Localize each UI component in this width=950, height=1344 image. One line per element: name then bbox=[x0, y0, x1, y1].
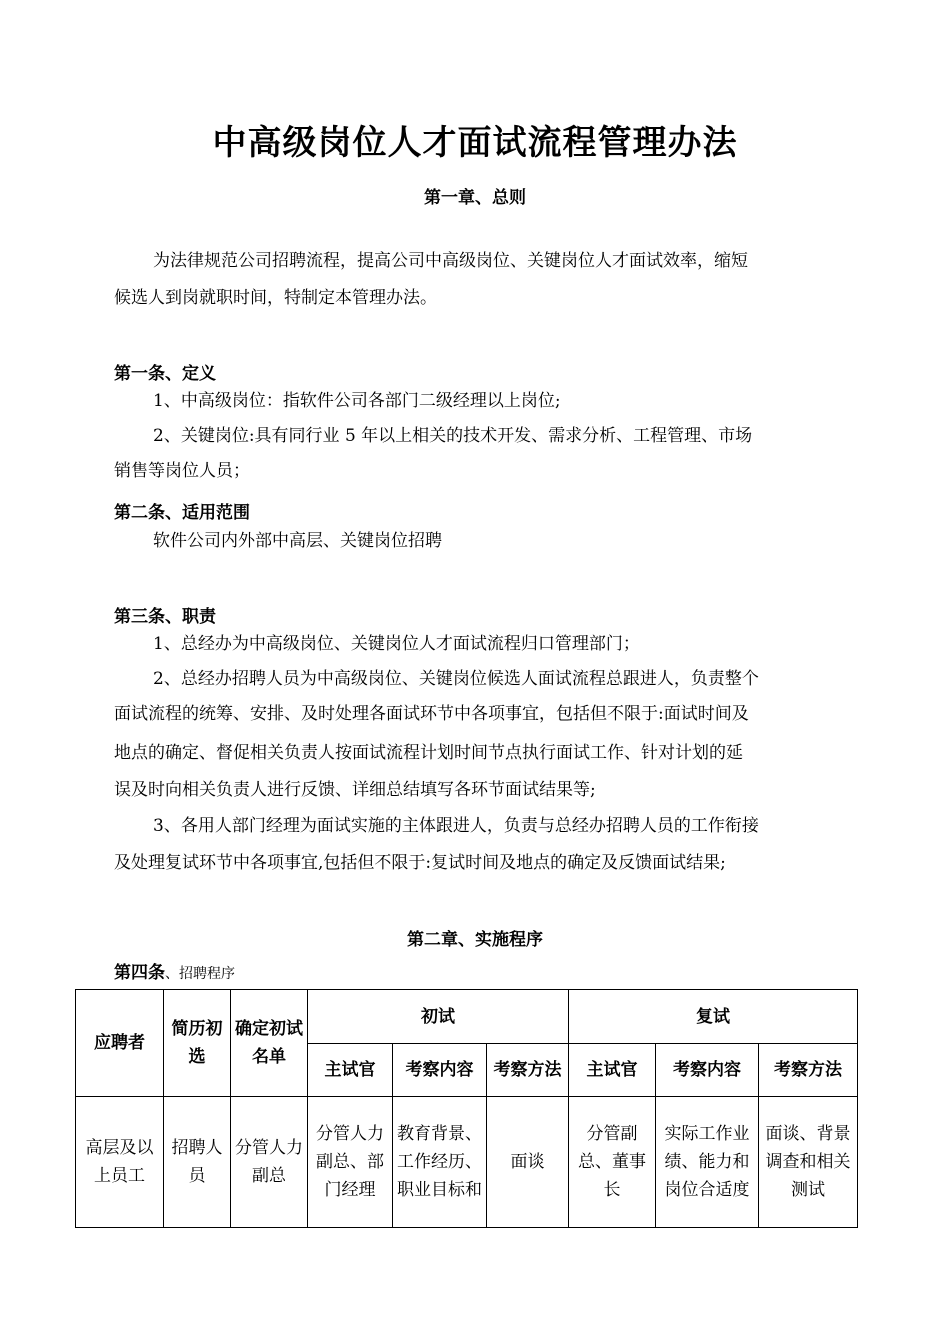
subheader-method: 考察方法 bbox=[759, 1044, 858, 1097]
chapter-heading: 第一章、总则 bbox=[424, 188, 526, 208]
table-cell: 分管人力副总、部门经理 bbox=[308, 1097, 393, 1228]
header-resume-screening: 简历初选 bbox=[164, 990, 231, 1097]
subheader-interviewer: 主试官 bbox=[569, 1044, 656, 1097]
subheader-interviewer: 主试官 bbox=[308, 1044, 393, 1097]
article-line: 1、总经办为中高级岗位、关键岗位人才面试流程归口管理部门； bbox=[153, 634, 640, 654]
chapter-heading: 第二章、实施程序 bbox=[407, 930, 543, 950]
article-line: 软件公司内外部中高层、关键岗位招聘 bbox=[153, 531, 442, 551]
header-first-interview-list: 确定初试名单 bbox=[231, 990, 308, 1097]
intro-line: 为法律规范公司招聘流程，提高公司中高级岗位、关键岗位人才面试效率，缩短 bbox=[153, 251, 748, 271]
header-applicant: 应聘者 bbox=[76, 990, 164, 1097]
table-cell: 教育背景、工作经历、职业目标和 bbox=[393, 1097, 487, 1228]
article-line: 3、各用人部门经理为面试实施的主体跟进人，负责与总经办招聘人员的工作衔接 bbox=[153, 816, 759, 836]
article-line: 误及时向相关负责人进行反馈、详细总结填写各环节面试结果等; bbox=[114, 780, 596, 800]
header-second-interview: 复试 bbox=[569, 990, 858, 1044]
article-line: 及处理复试环节中各项事宜,包括但不限于:复试时间及地点的确定及反馈面试结果; bbox=[114, 853, 726, 873]
subheader-method: 考察方法 bbox=[487, 1044, 569, 1097]
table-cell: 分管人力副总 bbox=[231, 1097, 308, 1228]
article-heading: 第一条、定义 bbox=[114, 364, 216, 384]
table-cell: 面谈、背景调查和相关测试 bbox=[759, 1097, 858, 1228]
table-cell: 高层及以上员工 bbox=[76, 1097, 164, 1228]
article4-heading: 第四条 bbox=[114, 963, 165, 983]
subheader-content: 考察内容 bbox=[393, 1044, 487, 1097]
article-line: 销售等岗位人员； bbox=[114, 461, 250, 481]
article-heading: 第二条、适用范围 bbox=[114, 503, 250, 523]
article-line: 1、中高级岗位：指软件公司各部门二级经理以上岗位; bbox=[153, 391, 561, 411]
article-heading: 第三条、职责 bbox=[114, 607, 216, 627]
article-line: 2、关键岗位:具有同行业 5 年以上相关的技术开发、需求分析、工程管理、市场 bbox=[153, 426, 753, 446]
article4-subheading: 、招聘程序 bbox=[165, 966, 235, 982]
header-first-interview: 初试 bbox=[308, 990, 569, 1044]
table-cell: 分管副总、董事长 bbox=[569, 1097, 656, 1228]
table-cell: 招聘人员 bbox=[164, 1097, 231, 1228]
article-line: 地点的确定、督促相关负责人按面试流程计划时间节点执行面试工作、针对计划的延 bbox=[114, 743, 743, 763]
table-cell: 实际工作业绩、能力和岗位合适度 bbox=[656, 1097, 759, 1228]
table-cell: 面谈 bbox=[487, 1097, 569, 1228]
recruitment-process-table bbox=[75, 989, 858, 1228]
subheader-content: 考察内容 bbox=[656, 1044, 759, 1097]
document-title: 中高级岗位人才面试流程管理办法 bbox=[212, 123, 738, 163]
article-heading bbox=[114, 958, 235, 983]
article-line: 2、总经办招聘人员为中高级岗位、关键岗位候选人面试流程总跟进人，负责整个 bbox=[153, 669, 759, 689]
article-line: 面试流程的统筹、安排、及时处理各面试环节中各项事宜，包括但不限于:面试时间及 bbox=[114, 704, 749, 724]
intro-line: 候选人到岗就职时间，特制定本管理办法。 bbox=[114, 288, 437, 308]
